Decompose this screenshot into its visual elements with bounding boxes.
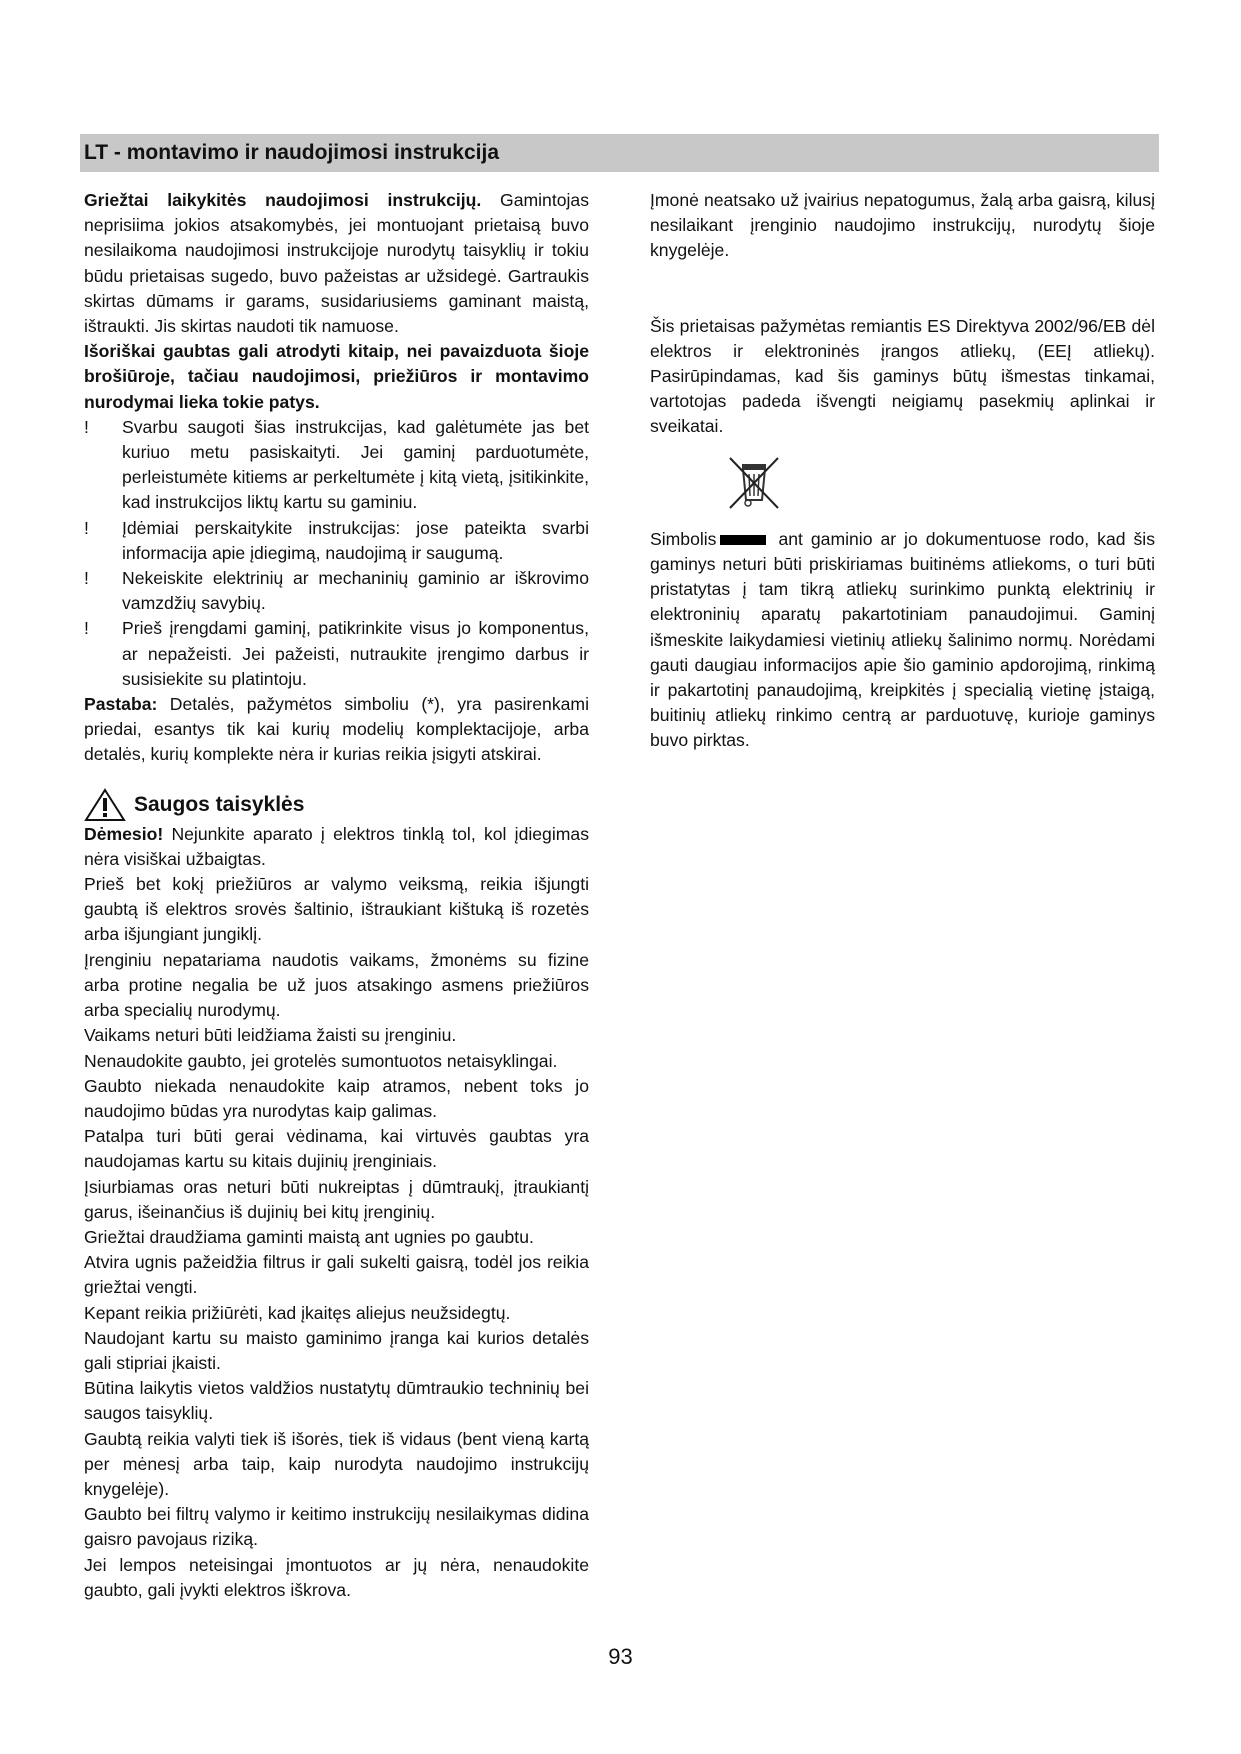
liability-paragraph: Įmonė neatsako už įvairius nepatogumus, žalą arba gaisrą, kilusį nesilaikant įrenginio naudojimo instrukcijų, nurodytų šioje knygelėje. [650, 190, 1155, 261]
safety-paragraph: Gaubto bei filtrų valymo ir keitimo instrukcijų nesilaikymas didina gaisro pavojaus riziką. [84, 1504, 589, 1550]
safety-paragraph: Griežtai draudžiama gaminti maistą ant ugnies po gaubtu. [84, 1226, 534, 1247]
note-text: Detalės, pažymėtos simboliu (*), yra pasirenkami priedai, esantys tik kai kurių modelių komplektacijoje, arba detalės, kurių komplekte nėra ir kurias reikia įsigyti atskirai. [84, 694, 589, 765]
note-paragraph [84, 692, 589, 768]
safety-paragraph: Įrenginiu nepatariama naudotis vaikams, žmonėms su fizine arba protine negalia be už juos atsakingo asmens priežiūros arba specialių nurodymų. [84, 949, 589, 1021]
bold-notice: Išoriškai gaubtas gali atrodyti kitaip, nei pavaizduota šioje brošiūroje, tačiau naudojimosi, priežiūros ir montavimo nurodymai lieka tokie patys. [84, 341, 589, 412]
attention-paragraph [84, 822, 589, 872]
bullet-text: Nekeiskite elektrinių ar mechaninių gaminio ar iškrovimo vamzdžių savybių. [122, 568, 589, 614]
bullet-item [84, 566, 589, 616]
page-number: 93 [608, 1644, 633, 1669]
safety-paragraph: Būtina laikytis vietos valdžios nustatytų dūmtraukio techninių bei saugos taisyklių. [84, 1378, 589, 1424]
safety-title: Saugos taisyklės [134, 793, 305, 817]
safety-paragraph: Prieš bet kokį priežiūros ar valymo veiksmą, reikia išjungti gaubtą iš elektros srovės šaltinio, ištraukiant kištuką iš rozetės arba išjungiant jungiklį. [84, 874, 589, 945]
crossed-out-wheelie-bin-icon [724, 454, 784, 514]
bullet-item [84, 415, 589, 516]
bullet-text: Prieš įrengdami gaminį, patikrinkite visus jo komponentus, ar nepažeisti. Jei pažeisti, nutraukite įrengimo darbus ir susisiekite su platintoju. [122, 618, 589, 689]
safety-heading [84, 788, 589, 822]
bullet-mark: ! [84, 618, 89, 639]
bullet-mark: ! [84, 416, 89, 437]
intro-paragraph [84, 188, 589, 339]
bullet-text: Įdėmiai perskaitykite instrukcijas: jose pateikta svarbi informacija apie įdiegimą, naudojimą ir saugumą. [122, 517, 589, 563]
safety-paragraph: Nenaudokite gaubto, jei grotelės sumontuotos netaisyklingai. [84, 1050, 558, 1071]
bullet-text: Svarbu saugoti šias instrukcijas, kad galėtumėte jas bet kuriuo metu pasiskaityti. Jei gaminį parduotumėte, perleistumėte kitiems ar perkeltumėte į kitą vietą, įsitikinkite, kad instrukcijos liktų kartu su gaminiu. [122, 416, 589, 513]
bullet-mark: ! [84, 568, 89, 589]
left-column [84, 188, 589, 1603]
safety-paragraph: Patalpa turi būti gerai vėdinama, kai virtuvės gaubtas yra naudojamas kartu su kitais dujinių įrenginiais. [84, 1126, 589, 1172]
safety-paragraph: Įsiurbiamas oras neturi būti nukreiptas į dūmtraukį, įtraukiantį garus, išeinančius iš dujinių bei kitų įrenginių. [84, 1176, 589, 1222]
directive-paragraph: Šis prietaisas pažymėtas remiantis ES Direktyva 2002/96/EB dėl elektros ir elektroninės įrangos atliekų, (EEĮ atliekų). Pasirūpindamas, kad šis gaminys būtų išmestas tinkamai, vartotojas padeda išvengti neigiamų pasekmių aplinkai ir sveikatai. [650, 315, 1155, 437]
right-column [650, 188, 1155, 754]
warning-triangle-icon [84, 788, 126, 822]
safety-paragraph: Atvira ugnis pažeidžia filtrus ir gali sukelti gaisrą, todėl jos reikia griežtai vengti. [84, 1252, 589, 1298]
attention-label: Dėmesio! [84, 823, 164, 844]
safety-paragraph: Gaubto niekada nenaudokite kaip atramos, nebent toks jo naudojimo būdas yra nurodytas kaip galimas. [84, 1075, 589, 1121]
note-label: Pastaba: [84, 694, 158, 715]
attention-text: Nejunkite aparato į elektros tinklą tol, kol įdiegimas nėra visiškai užbaigtas. [84, 823, 589, 869]
bullet-item [84, 616, 589, 692]
safety-paragraph: Jei lempos neteisingai įmontuotos ar jų nėra, nenaudokite gaubto, gali įvykti elektros iškrova. [84, 1554, 589, 1600]
symbol-paragraph [650, 527, 1155, 754]
intro-text: Gamintojas neprisiima jokios atsakomybės, jei montuojant prietaisą buvo nesilaikoma naudojimosi instrukcijoje nurodytų taisyklių ir tokiu būdu prietaisas sugedo, buvo pažeistas ar užsidegė. Gartraukis skirtas dūmams ir garams, susidariusiems gaminant maistą, ištraukti. Jis skirtas naudoti tik namuose. [84, 190, 589, 337]
intro-bold: Griežtai laikykitės naudojimosi instrukcijų. [84, 190, 482, 210]
symbol-prefix: Simbolis [650, 528, 717, 549]
safety-paragraph: Kepant reikia prižiūrėti, kad įkaitęs aliejus neužsidegtų. [84, 1302, 511, 1323]
safety-paragraph: Vaikams neturi būti leidžiama žaisti su įrenginiu. [84, 1025, 457, 1046]
section-title: LT - montavimo ir naudojimosi instrukcija [84, 141, 499, 164]
bullet-item [84, 516, 589, 566]
safety-paragraph: Gaubtą reikia valyti tiek iš išorės, tiek iš vidaus (bent vieną kartą per mėnesį arba taip, kaip nurodyta naudojimo instrukcijų knygelėje). [84, 1428, 589, 1499]
safety-paragraph: Naudojant kartu su maisto gaminimo įranga kai kurios detalės gali stipriai įkaisti. [84, 1327, 589, 1373]
symbol-text: ant gaminio ar jo dokumentuose rodo, kad šis gaminys neturi būti priskiriamas buitinėms atliekoms, o turi būti pristatytas į tam tikrą atliekų surinkimo punktą elektrinių ir elektroninių aparatų pakartotiniam panaudojimui. Gaminį išmeskite laikydamiesi vietinių atliekų šalinimo normų. Norėdami gauti daugiau informacijos apie šio gaminio apdorojimą, rinkimą ir pakartotinį panaudojimą, kreipkitės į specialią vietinę įstaigą, buitinių atliekų rinkimo centrą ar parduotuvę, kurioje gaminys buvo pirktas. [650, 528, 1155, 751]
bullet-mark: ! [84, 517, 89, 538]
spacer [650, 264, 1155, 314]
black-bar-symbol [720, 535, 766, 545]
